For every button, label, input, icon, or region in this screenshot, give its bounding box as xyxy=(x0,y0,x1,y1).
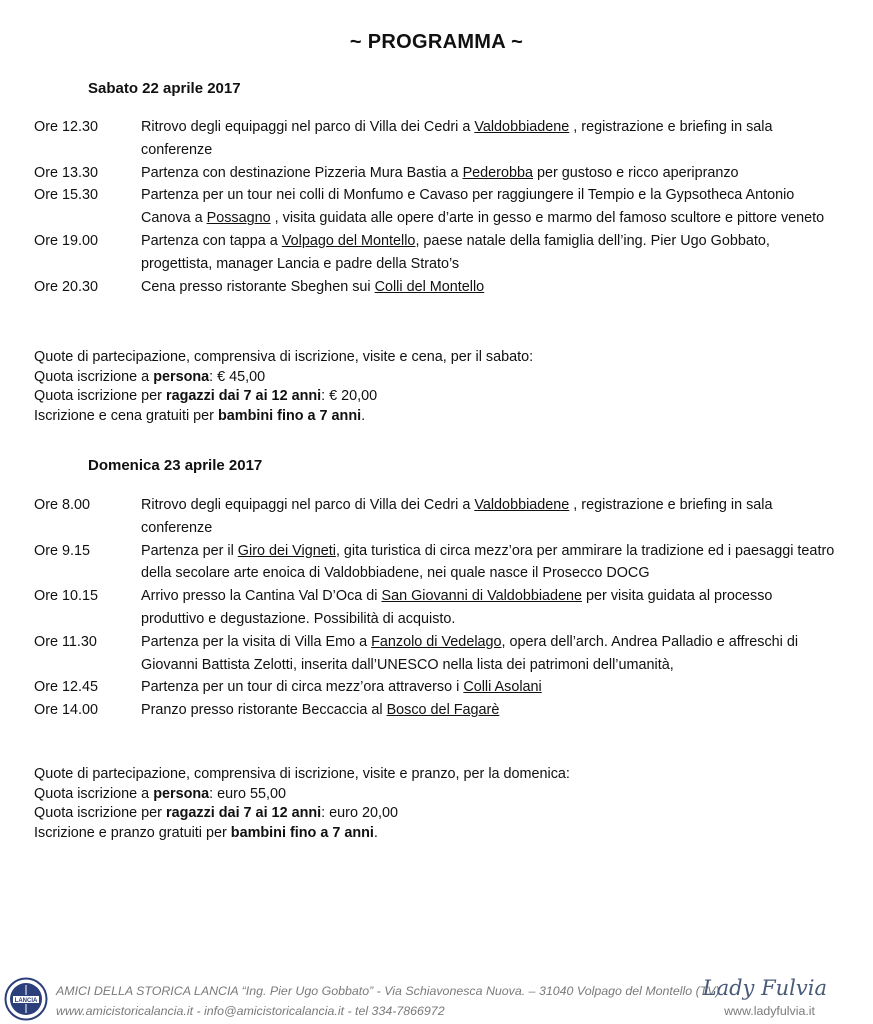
lady-fulvia-logo: Lady Fulvia xyxy=(702,976,827,1000)
sunday-heading: Domenica 23 aprile 2017 xyxy=(88,457,263,474)
schedule-row xyxy=(34,276,839,299)
schedule-time: Ore 20.30 xyxy=(34,278,98,295)
place-link: Colli Asolani xyxy=(463,679,542,696)
saturday-heading: Sabato 22 aprile 2017 xyxy=(88,80,241,97)
place-link: Giro dei Vigneti xyxy=(237,542,336,559)
quote-line: Iscrizione e cena gratuiti per bambini fino a 7 anni. xyxy=(34,408,366,425)
schedule-time: Ore 12.45 xyxy=(34,679,98,696)
footer-contacts: www.amicistoricalancia.it - info@amicistoricalancia.it - tel 334-7866972 xyxy=(56,1004,445,1018)
schedule-description: Partenza con destinazione Pizzeria Mura Bastia a Pederobba per gustoso e ricco aperipranzo xyxy=(141,164,739,181)
schedule-description: Pranzo presso ristorante Beccaccia al Bosco del Fagarè xyxy=(141,702,500,719)
brand-url: www.ladyfulvia.it xyxy=(724,1004,815,1018)
schedule-description: Partenza per un tour nei colli di Monfumo e Cavaso per raggiungere il Tempio e la Gypsotheca Antonio Canova a Possagno , visita guidata alle opere d’arte in gesso e marmo del famoso scultore e pittore veneto xyxy=(141,187,825,227)
page-title: ~ PROGRAMMA ~ xyxy=(349,31,524,53)
place-link: Valdobbiadene xyxy=(474,497,570,513)
quote-line: Iscrizione e pranzo gratuiti per bambini fino a 7 anni. xyxy=(34,825,378,842)
schedule-row xyxy=(34,540,839,586)
schedule-time: Ore 8.00 xyxy=(34,497,90,513)
schedule-row xyxy=(34,699,839,722)
quote-line: Quota iscrizione per ragazzi dai 7 ai 12 anni: euro 20,00 xyxy=(34,805,398,822)
schedule-row xyxy=(34,676,839,699)
sunday-schedule xyxy=(34,494,839,722)
schedule-description: Ritrovo degli equipaggi nel parco di Villa dei Cedri a Valdobbiadene , registrazione e briefing in sala conferenze xyxy=(141,119,773,158)
place-link: Colli del Montello xyxy=(374,278,485,295)
place-link: Valdobbiadene xyxy=(474,119,570,135)
schedule-time: Ore 19.00 xyxy=(34,232,98,249)
schedule-row xyxy=(34,631,839,677)
schedule-time: Ore 10.15 xyxy=(34,588,98,605)
saturday-quotes xyxy=(34,348,839,427)
schedule-time: Ore 11.30 xyxy=(34,633,97,650)
sunday-quotes xyxy=(34,765,839,844)
place-link: Bosco del Fagarè xyxy=(386,702,500,719)
footer xyxy=(0,970,873,1024)
schedule-row xyxy=(34,494,839,540)
schedule-row xyxy=(34,184,839,230)
schedule-description: Arrivo presso la Cantina Val D’Oca di San Giovanni di Valdobbiadene per visita guidata al processo produttivo e degustazione. Possibilità di acquisto. xyxy=(141,588,773,627)
schedule-time: Ore 15.30 xyxy=(34,187,98,204)
quote-line: Quota iscrizione per ragazzi dai 7 ai 12 anni: € 20,00 xyxy=(34,388,378,405)
schedule-time: Ore 14.00 xyxy=(34,702,98,719)
schedule-description: Partenza per un tour di circa mezz’ora attraverso i Colli Asolani xyxy=(141,679,542,696)
schedule-time: Ore 13.30 xyxy=(34,164,98,181)
schedule-description: Cena presso ristorante Sbeghen sui Colli del Montello xyxy=(141,278,485,295)
quote-line: Quota iscrizione a persona: € 45,00 xyxy=(34,368,266,385)
schedule-time: Ore 12.30 xyxy=(34,119,98,135)
place-link: Fanzolo di Vedelago xyxy=(371,633,502,650)
lancia-logo-icon xyxy=(4,977,48,1021)
logo-text: LANCIA xyxy=(14,997,38,1004)
schedule-row xyxy=(34,585,839,631)
quote-line: Quota iscrizione a persona: euro 55,00 xyxy=(34,785,286,802)
quotes-intro: Quote di partecipazione, comprensiva di iscrizione, visite e pranzo, per la domenica: xyxy=(34,766,570,782)
schedule-description: Ritrovo degli equipaggi nel parco di Villa dei Cedri a Valdobbiadene , registrazione e briefing in sala conferenze xyxy=(141,497,773,536)
place-link: Volpago del Montello xyxy=(281,232,416,249)
schedule-row xyxy=(34,162,839,185)
saturday-schedule xyxy=(34,116,839,298)
schedule-row xyxy=(34,230,839,276)
schedule-description: Partenza per il Giro dei Vigneti, gita turistica di circa mezz’ora per ammirare la tradizione ed i paesaggi teatro della secolare arte enoica di Valdobbiadene, nei quale nasce il Prosecco DOCG xyxy=(141,542,835,582)
quotes-intro: Quote di partecipazione, comprensiva di iscrizione, visite e cena, per il sabato: xyxy=(34,349,534,365)
schedule-description: Partenza per la visita di Villa Emo a Fanzolo di Vedelago, opera dell’arch. Andrea Palladio e affreschi di Giovanni Battista Zelotti, inserita dall’UNESCO nella lista dei patrimoni dell’umanità, xyxy=(141,633,799,673)
schedule-row xyxy=(34,116,839,162)
schedule-description: Partenza con tappa a Volpago del Montello, paese natale della famiglia dell’ing. Pier Ugo Gobbato, progettista, manager Lancia e padre della Strato’s xyxy=(141,232,770,272)
place-link: Pederobba xyxy=(462,164,533,181)
footer-address: AMICI DELLA STORICA LANCIA “Ing. Pier Ugo Gobbato” - Via Schiavonesca Nuova. – 31040 Volpago del Montello (TV) xyxy=(56,984,720,998)
schedule-time: Ore 9.15 xyxy=(34,542,90,559)
place-link: Possagno xyxy=(206,210,271,227)
place-link: San Giovanni di Valdobbiadene xyxy=(381,588,583,605)
